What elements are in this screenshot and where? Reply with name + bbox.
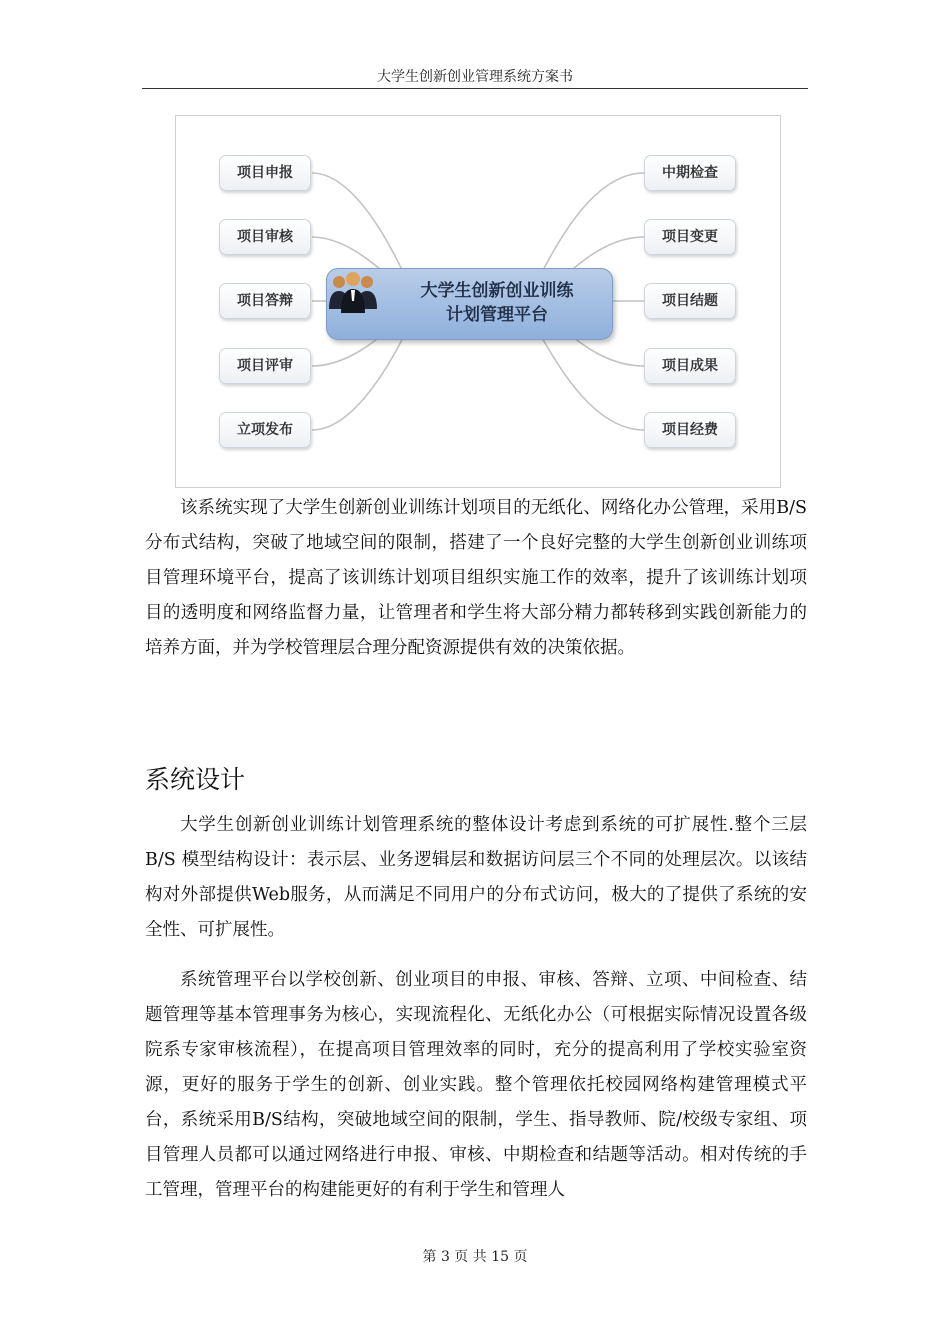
node-project-defense: 项目答辩 (219, 283, 311, 319)
header-rule (142, 88, 808, 89)
paragraph-architecture: 大学生创新创业训练计划管理系统的整体设计考虑到系统的可扩展性.整个三层 B/S 模型结构设计：表示层、业务逻辑层和数据访问层三个不同的处理层次。以该结构对外部提供Web服务，从而满足不同用户的分布式访问，极大的了提供了系统的安全性、可扩展性。 (145, 815, 807, 940)
node-project-funding: 项目经费 (644, 412, 736, 448)
node-project-evaluation: 项目评审 (219, 348, 311, 384)
mind-map-figure (175, 115, 781, 488)
paragraph-platform-management: 系统管理平台以学校创新、创业项目的申报、审核、答辩、立项、中间检查、结题管理等基本管理事务为核心，实现流程化、无纸化办公（可根据实际情况设置各级院系专家审核流程），在提高项目管理效率的同时，充分的提高利用了学校实验室资源，更好的服务于学生的创新、创业实践。整个管理依托校园网络构建管理模式平台，系统采用B/S结构，突破地域空间的限制，学生、指导教师、院/校级专家组、项目管理人员都可以通过网络进行申报、审核、中期检查和结题等活动。相对传统的手工管理，管理平台的构建能更好的有利于学生和管理人 (145, 970, 807, 1200)
center-title-line2: 计划管理平台 (446, 305, 548, 325)
node-project-conclusion: 项目结题 (644, 283, 736, 319)
connector-left-1 (312, 173, 404, 274)
page-number: 第 3 页 共 15 页 (422, 1249, 528, 1265)
center-title (397, 279, 597, 327)
center-title-line1: 大学生创新创业训练 (420, 281, 574, 301)
node-project-application: 项目申报 (219, 155, 311, 191)
node-project-results: 项目成果 (644, 348, 736, 384)
node-project-change: 项目变更 (644, 219, 736, 255)
connector-right-1 (541, 173, 644, 274)
paragraph-system-overview: 该系统实现了大学生创新创业训练计划项目的无纸化、网络化办公管理，采用B/S分布式结构，突破了地域空间的限制，搭建了一个良好完整的大学生创新创业训练项目管理环境平台，提高了该训练计划项目组织实施工作的效率，提升了该训练计划项目的透明度和网络监督力量，让管理者和学生将大部分精力都转移到实践创新能力的培养方面，并为学校管理层合理分配资源提供有效的决策依据。 (145, 498, 807, 658)
node-project-review: 项目审核 (219, 219, 311, 255)
node-midterm-check: 中期检查 (644, 155, 736, 191)
section-heading: 系统设计 (145, 765, 246, 794)
connector-left-5 (312, 336, 404, 430)
node-project-publication: 立项发布 (219, 412, 311, 448)
running-header: 大学生创新创业管理系统方案书 (377, 69, 573, 85)
center-node-platform (326, 268, 613, 340)
people-group-icon (327, 269, 379, 315)
